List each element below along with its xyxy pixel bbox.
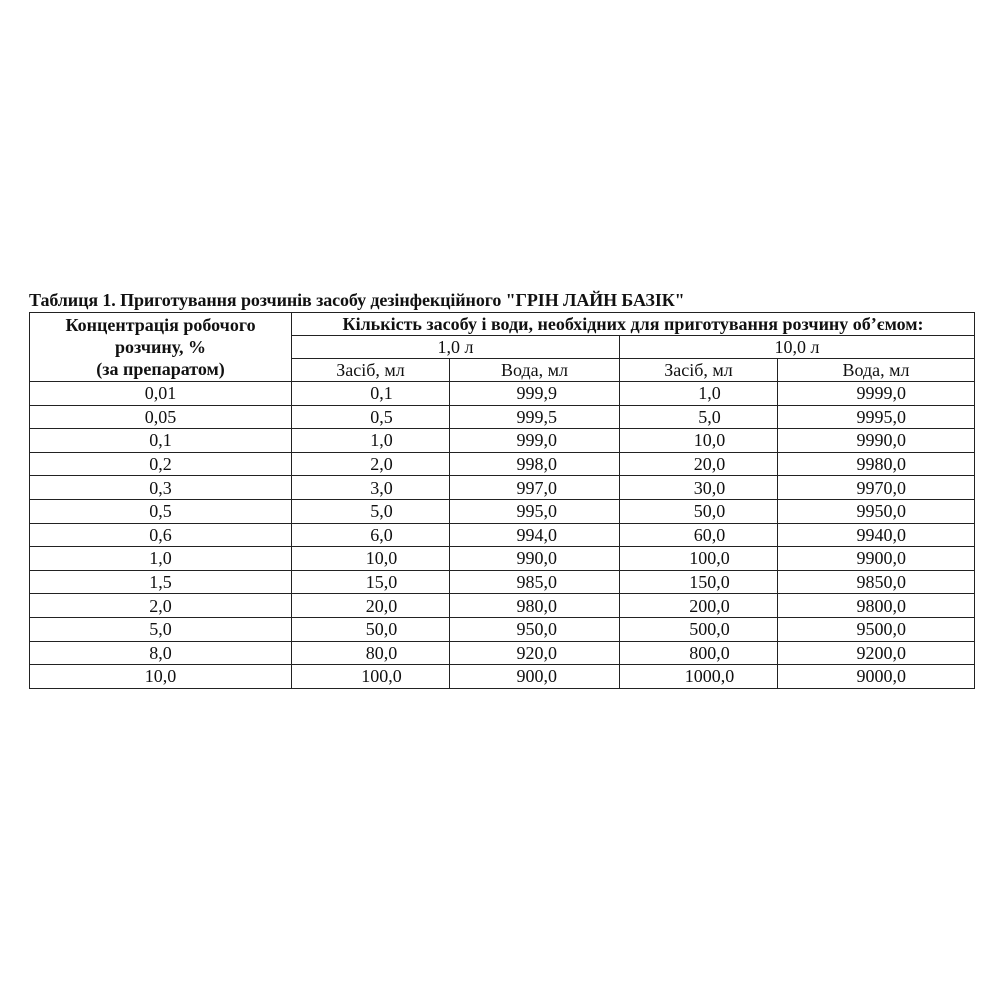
volume-10l-header: 10,0 л <box>620 336 975 359</box>
water-1l-cell: 999,9 <box>450 382 620 406</box>
water-10l-cell: 9900,0 <box>778 547 975 571</box>
water-10l-cell: 9999,0 <box>778 382 975 406</box>
agent-10l-cell: 5,0 <box>620 405 778 429</box>
concentration-header-line: Концентрація робочого <box>65 315 256 335</box>
table-row <box>30 641 975 665</box>
water-1l-cell: 999,0 <box>450 429 620 453</box>
agent-1l-cell: 50,0 <box>292 617 450 641</box>
agent-10l-cell: 50,0 <box>620 499 778 523</box>
agent-1l-cell: 6,0 <box>292 523 450 547</box>
water-10l-cell: 9940,0 <box>778 523 975 547</box>
agent-10l-cell: 30,0 <box>620 476 778 500</box>
agent-1l-cell: 20,0 <box>292 594 450 618</box>
document-page <box>29 290 974 689</box>
table-body <box>30 382 975 689</box>
water-10l-cell: 9970,0 <box>778 476 975 500</box>
concentration-cell: 0,2 <box>30 452 292 476</box>
water-1l-cell: 980,0 <box>450 594 620 618</box>
table-row <box>30 570 975 594</box>
agent-1l-cell: 0,1 <box>292 382 450 406</box>
table-row <box>30 523 975 547</box>
water-10l-cell: 9950,0 <box>778 499 975 523</box>
water-10l-cell: 9850,0 <box>778 570 975 594</box>
concentration-cell: 0,3 <box>30 476 292 500</box>
agent-10l-cell: 800,0 <box>620 641 778 665</box>
table-header <box>30 313 975 382</box>
water-10l-cell: 9200,0 <box>778 641 975 665</box>
table-row <box>30 547 975 571</box>
agent-1l-cell: 100,0 <box>292 665 450 689</box>
water-1l-header: Вода, мл <box>450 359 620 382</box>
table-row <box>30 594 975 618</box>
concentration-cell: 8,0 <box>30 641 292 665</box>
concentration-cell: 1,0 <box>30 547 292 571</box>
water-10l-cell: 9980,0 <box>778 452 975 476</box>
concentration-cell: 1,5 <box>30 570 292 594</box>
water-10l-cell: 9800,0 <box>778 594 975 618</box>
table-row <box>30 429 975 453</box>
water-1l-cell: 998,0 <box>450 452 620 476</box>
water-1l-cell: 995,0 <box>450 499 620 523</box>
water-10l-cell: 9000,0 <box>778 665 975 689</box>
agent-10l-cell: 500,0 <box>620 617 778 641</box>
agent-10l-cell: 1,0 <box>620 382 778 406</box>
table-row <box>30 382 975 406</box>
concentration-cell: 5,0 <box>30 617 292 641</box>
water-1l-cell: 994,0 <box>450 523 620 547</box>
water-10l-cell: 9500,0 <box>778 617 975 641</box>
agent-1l-cell: 15,0 <box>292 570 450 594</box>
agent-10l-cell: 1000,0 <box>620 665 778 689</box>
agent-1l-cell: 1,0 <box>292 429 450 453</box>
concentration-cell: 0,1 <box>30 429 292 453</box>
concentration-cell: 0,6 <box>30 523 292 547</box>
agent-1l-header: Засіб, мл <box>292 359 450 382</box>
solution-preparation-table <box>29 312 975 689</box>
concentration-header <box>30 313 292 382</box>
water-10l-header: Вода, мл <box>778 359 975 382</box>
agent-1l-cell: 3,0 <box>292 476 450 500</box>
concentration-cell: 0,01 <box>30 382 292 406</box>
agent-1l-cell: 5,0 <box>292 499 450 523</box>
agent-10l-cell: 60,0 <box>620 523 778 547</box>
agent-10l-cell: 100,0 <box>620 547 778 571</box>
water-1l-cell: 900,0 <box>450 665 620 689</box>
table-row <box>30 499 975 523</box>
concentration-header-line: розчину, % <box>115 337 206 357</box>
agent-1l-cell: 80,0 <box>292 641 450 665</box>
concentration-cell: 10,0 <box>30 665 292 689</box>
agent-10l-cell: 20,0 <box>620 452 778 476</box>
agent-1l-cell: 10,0 <box>292 547 450 571</box>
table-row <box>30 405 975 429</box>
water-1l-cell: 997,0 <box>450 476 620 500</box>
agent-10l-header: Засіб, мл <box>620 359 778 382</box>
volume-1l-header: 1,0 л <box>292 336 620 359</box>
water-10l-cell: 9995,0 <box>778 405 975 429</box>
agent-1l-cell: 2,0 <box>292 452 450 476</box>
water-1l-cell: 990,0 <box>450 547 620 571</box>
concentration-cell: 2,0 <box>30 594 292 618</box>
water-1l-cell: 999,5 <box>450 405 620 429</box>
quantity-group-header: Кількість засобу і води, необхідних для приготування розчину об’ємом: <box>292 313 975 336</box>
table-row <box>30 476 975 500</box>
concentration-cell: 0,5 <box>30 499 292 523</box>
water-1l-cell: 985,0 <box>450 570 620 594</box>
agent-10l-cell: 10,0 <box>620 429 778 453</box>
concentration-cell: 0,05 <box>30 405 292 429</box>
concentration-header-line: (за препаратом) <box>96 359 225 379</box>
water-1l-cell: 950,0 <box>450 617 620 641</box>
table-row <box>30 617 975 641</box>
table-row <box>30 665 975 689</box>
table-caption: Таблиця 1. Приготування розчинів засобу дезінфекційного "ГРІН ЛАЙН БАЗІК" <box>29 290 685 310</box>
table-row <box>30 452 975 476</box>
agent-10l-cell: 200,0 <box>620 594 778 618</box>
water-10l-cell: 9990,0 <box>778 429 975 453</box>
agent-1l-cell: 0,5 <box>292 405 450 429</box>
agent-10l-cell: 150,0 <box>620 570 778 594</box>
water-1l-cell: 920,0 <box>450 641 620 665</box>
